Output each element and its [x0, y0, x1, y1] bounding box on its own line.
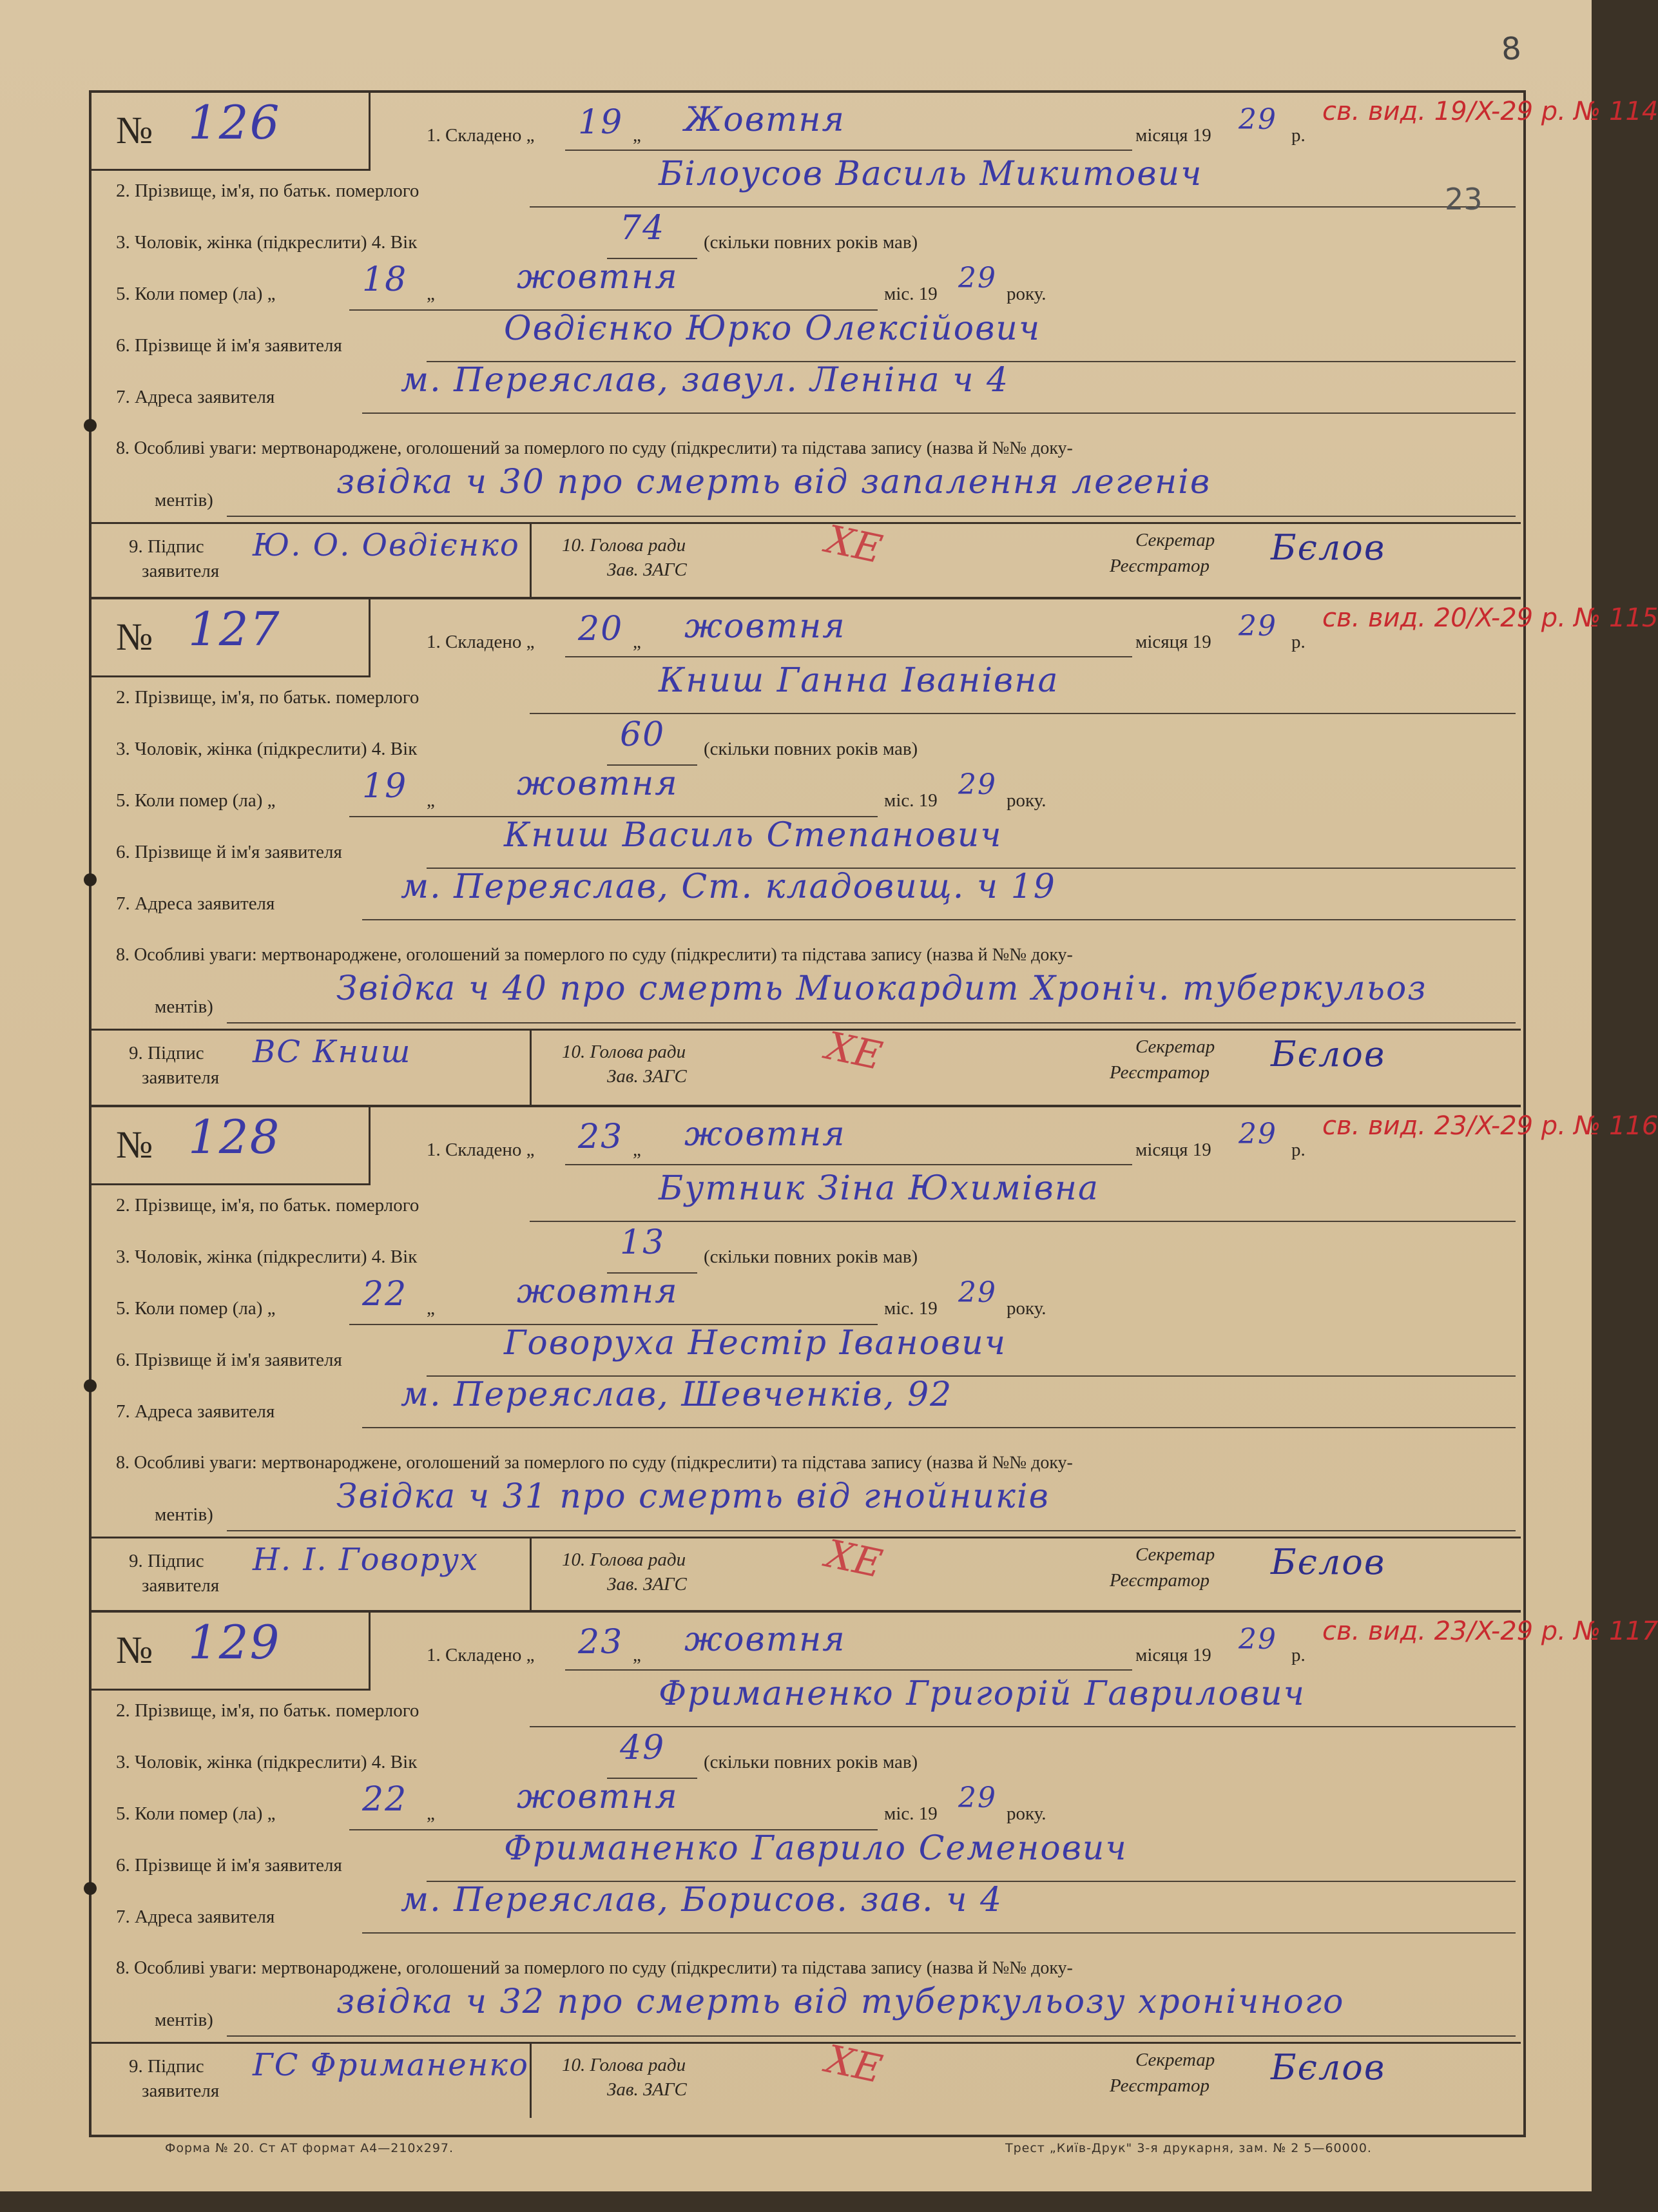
age-hint: (скільки повних років мав) [704, 1247, 918, 1267]
registrar-signature: Бєлов [1271, 527, 1386, 568]
zags-label: Зав. ЗАГС [607, 1066, 687, 1087]
age-hint: (скільки повних років мав) [704, 739, 918, 759]
compiled-label: 1. Складено „ [427, 1645, 535, 1665]
age-hint: (скільки повних років мав) [704, 232, 918, 253]
sex-age-label: 3. Чоловік, жінка (підкреслити) 4. Вік [116, 739, 418, 759]
address-label: 7. Адреса заявителя [116, 893, 275, 914]
compiled-day: 23 [578, 1623, 624, 1662]
applicant-signature: Н. І. Говорух [253, 1542, 479, 1578]
death-record: № 128 1. Складено „ 23 „ жовтня місяця 19 29 р. св. вид. 23/X-29 р. № 116 2. Прізвище, ім'я, по батьк. померлого Бутник Зіна Юхимівна 3. Чоловік, жінка (підкреслити) 4. Вік 13 (скільки повних років мав) 5. Коли помер (ла) „ 22 „ жовтня міс. 19 29 року. 6. Прізвище й ім'я заявителя Говоруха Нестір Іванович 7. Адреса заявителя м. Переяслав, Шевченків, 92 8. Особливі уваги: мертвонароджене, оголошений за померлого по суду (підкреслити) та підстава запису (назва й №№ доку- ментів) Звідка ч 31 про смерть від гнойників 9. Підпис заявителя Н. І. Говорух 10. Голова ради Зав. ЗАГС ХЕ Секретар Реєстратор Бєлов [92, 1106, 1521, 1613]
registrar-signature: Бєлов [1271, 2047, 1386, 2088]
registrar-signature: Бєлов [1271, 1542, 1386, 1582]
record-number-box [92, 92, 371, 171]
registrar-label: Реєстратор [1110, 1570, 1210, 1591]
death-day: 22 [362, 1275, 408, 1314]
number-sign: № [116, 1123, 153, 1166]
death-day: 18 [362, 260, 408, 299]
age-value: 13 [620, 1223, 666, 1262]
certificate-note: св. вид. 23/X-29 р. № 116 [1322, 1111, 1658, 1141]
record-separator [92, 597, 1521, 599]
red-check-mark: ХЕ [822, 1023, 886, 1080]
form-footer-left: Форма № 20. Ст АТ формат А4—210х297. [165, 2141, 454, 2155]
registrar-label: Реєстратор [1110, 2075, 1210, 2096]
compiled-month: жовтня [684, 1620, 846, 1659]
signature-label: 9. Підпис [129, 1043, 204, 1063]
death-day: 19 [362, 767, 408, 806]
age-value: 74 [620, 209, 666, 247]
applicant-address: м. Переяслав, Борисов. зав. ч 4 [401, 1881, 1003, 1919]
notes-label: 8. Особливі уваги: мертвонароджене, оголошений за померлого по суду (підкреслити) та підстава запису (назва й №№ доку- [116, 945, 1073, 965]
zags-label: Зав. ЗАГС [607, 1574, 687, 1595]
number-sign: № [116, 1629, 153, 1671]
compiled-label: 1. Складено „ [427, 632, 535, 652]
notes-value: звідка ч 30 про смерть від запалення легенів [336, 463, 1211, 501]
certificate-note: св. вид. 20/X-29 р. № 115 [1322, 603, 1658, 633]
red-check-mark: ХЕ [822, 1531, 886, 1587]
secretary-label: Секретар [1135, 1036, 1215, 1057]
form-footer-right: Трест „Київ-Друк" 3-я друкарня, зам. № 2 5—60000. [1005, 2141, 1372, 2155]
applicant-address: м. Переяслав, завул. Леніна ч 4 [401, 361, 1010, 400]
death-year: 29 [958, 262, 997, 295]
death-month: жовтня [517, 1778, 679, 1816]
died-label: 5. Коли помер (ла) „ [116, 1803, 276, 1824]
record-number: 129 [188, 1615, 281, 1669]
month-label: місяця 19 [1135, 1645, 1211, 1665]
name-label: 2. Прізвище, ім'я, по батьк. померлого [116, 1195, 419, 1216]
notes-value: Звідка ч 40 про смерть Миокардит Хроніч. туберкульоз [336, 969, 1427, 1008]
record-number: 127 [188, 602, 281, 656]
page-number: 8 [1500, 30, 1523, 68]
compiled-label: 1. Складено „ [427, 125, 535, 146]
month-label: місяця 19 [1135, 632, 1211, 652]
death-record: № 126 1. Складено „ 19 „ Жовтня місяця 19 29 р. св. вид. 19/X-29 р. № 114 2. Прізвище, ім'я, по батьк. померлого Білоусов Василь Микитович 23 3. Чоловік, жінка (підкреслити) 4. Вік 74 (скільки повних років мав) 5. Коли помер (ла) „ 18 „ жовтня міс. 19 29 року. 6. Прізвище й ім'я заявителя Овдієнко Юрко Олексійович 7. Адреса заявителя м. Переяслав, завул. Леніна ч 4 8. Особливі уваги: мертвонароджене, оголошений за померлого по суду (підкреслити) та підстава запису (назва й №№ доку- ментів) звідка ч 30 про смерть від запалення легенів 9. Підпис заявителя Ю. О. Овдієнко 10. Голова ради Зав. ЗАГС ХЕ Секретар Реєстратор Бєлов [92, 92, 1521, 598]
applicant-name: Овдієнко Юрко Олексійович [504, 309, 1041, 348]
record-number-box [92, 1611, 371, 1691]
name-label: 2. Прізвище, ім'я, по батьк. померлого [116, 180, 419, 201]
chairman-label: 10. Голова ради [562, 1042, 686, 1062]
deceased-name: Книш Ганна Іванівна [659, 661, 1059, 700]
age-hint: (скільки повних років мав) [704, 1752, 918, 1772]
applicant-signature: ГС Фриманенко [253, 2047, 529, 2083]
sex-age-label: 3. Чоловік, жінка (підкреслити) 4. Вік [116, 1247, 418, 1267]
deceased-name: Бутник Зіна Юхимівна [659, 1169, 1099, 1208]
compiled-day: 23 [578, 1118, 624, 1156]
month-label: місяця 19 [1135, 1140, 1211, 1160]
age-value: 49 [620, 1729, 666, 1767]
address-label: 7. Адреса заявителя [116, 387, 275, 407]
chairman-label: 10. Голова ради [562, 2055, 686, 2075]
compiled-line [565, 1669, 1132, 1671]
record-separator [92, 1105, 1521, 1107]
signature-label: 9. Підпис [129, 2056, 204, 2077]
notes-label: 8. Особливі уваги: мертвонароджене, оголошений за померлого по суду (підкреслити) та підстава запису (назва й №№ доку- [116, 1453, 1073, 1473]
signature-label: 9. Підпис [129, 536, 204, 557]
compiled-year: 29 [1239, 1118, 1277, 1150]
compiled-day: 19 [578, 103, 624, 142]
death-day: 22 [362, 1780, 408, 1819]
month-label: місяця 19 [1135, 125, 1211, 146]
zags-label: Зав. ЗАГС [607, 2079, 687, 2100]
pencil-mark: 23 [1445, 182, 1483, 217]
applicant-address: м. Переяслав, Шевченків, 92 [401, 1375, 953, 1414]
death-month: жовтня [517, 764, 679, 803]
record-number: 126 [188, 95, 281, 150]
certificate-note: св. вид. 23/X-29 р. № 117 [1322, 1616, 1658, 1646]
secretary-label: Секретар [1135, 530, 1215, 550]
name-label: 2. Прізвище, ім'я, по батьк. померлого [116, 1700, 419, 1721]
compiled-year: 29 [1239, 1623, 1277, 1656]
compiled-line [565, 150, 1132, 151]
applicant-label: 6. Прізвище й ім'я заявителя [116, 335, 342, 356]
compiled-label: 1. Складено „ [427, 1140, 535, 1160]
address-label: 7. Адреса заявителя [116, 1906, 275, 1927]
applicant-address: м. Переяслав, Ст. кладовищ. ч 19 [401, 868, 1056, 906]
record-number-box [92, 598, 371, 677]
sex-age-label: 3. Чоловік, жінка (підкреслити) 4. Вік [116, 232, 418, 253]
red-check-mark: ХЕ [822, 2036, 886, 2093]
age-value: 60 [620, 715, 666, 754]
registrar-signature: Бєлов [1271, 1034, 1386, 1074]
number-sign: № [116, 616, 153, 658]
compiled-year: 29 [1239, 103, 1277, 136]
compiled-year: 29 [1239, 610, 1277, 643]
chairman-label: 10. Голова ради [562, 535, 686, 556]
notes-label: 8. Особливі уваги: мертвонароджене, оголошений за померлого по суду (підкреслити) та підстава запису (назва й №№ доку- [116, 438, 1073, 458]
died-label: 5. Коли помер (ла) „ [116, 790, 276, 811]
applicant-name: Фриманенко Гаврило Семенович [504, 1829, 1128, 1868]
address-label: 7. Адреса заявителя [116, 1401, 275, 1422]
zags-label: Зав. ЗАГС [607, 559, 687, 580]
death-month: жовтня [517, 1272, 679, 1311]
applicant-name: Говоруха Нестір Іванович [504, 1324, 1007, 1363]
secretary-label: Секретар [1135, 2050, 1215, 2070]
notes-value: Звідка ч 31 про смерть від гнойників [336, 1477, 1050, 1516]
chairman-label: 10. Голова ради [562, 1549, 686, 1570]
sex-age-label: 3. Чоловік, жінка (підкреслити) 4. Вік [116, 1752, 418, 1772]
applicant-name: Книш Василь Степанович [504, 816, 1003, 855]
record-number-box [92, 1106, 371, 1185]
certificate-note: св. вид. 19/X-29 р. № 114 [1322, 97, 1658, 126]
signature-label: 9. Підпис [129, 1551, 204, 1571]
compiled-month: жовтня [684, 607, 846, 646]
compiled-month: жовтня [684, 1115, 846, 1154]
registrar-label: Реєстратор [1110, 1062, 1210, 1083]
compiled-line [565, 1164, 1132, 1165]
notes-value: звідка ч 32 про смерть від туберкульозу хронічного [336, 1983, 1345, 2021]
death-record: № 129 1. Складено „ 23 „ жовтня місяця 19 29 р. св. вид. 23/X-29 р. № 117 2. Прізвище, ім'я, по батьк. померлого Фриманенко Григорій Гаврилович 3. Чоловік, жінка (підкреслити) 4. Вік 49 (скільки повних років мав) 5. Коли помер (ла) „ 22 „ жовтня міс. 19 29 року. 6. Прізвище й ім'я заявителя Фриманенко Гаврило Семенович 7. Адреса заявителя м. Переяслав, Борисов. зав. ч 4 8. Особливі уваги: мертвонароджене, оголошений за померлого по суду (підкреслити) та підстава запису (назва й №№ доку- ментів) звідка ч 32 про смерть від туберкульозу хронічного 9. Підпис заявителя ГС Фриманенко 10. Голова ради Зав. ЗАГС ХЕ Секретар Реєстратор Бєлов [92, 1611, 1521, 2127]
applicant-label: 6. Прізвище й ім'я заявителя [116, 842, 342, 862]
applicant-label: 6. Прізвище й ім'я заявителя [116, 1855, 342, 1876]
died-label: 5. Коли помер (ла) „ [116, 1298, 276, 1319]
name-label: 2. Прізвище, ім'я, по батьк. померлого [116, 687, 419, 708]
death-year: 29 [958, 1276, 997, 1309]
secretary-label: Секретар [1135, 1544, 1215, 1565]
death-month: жовтня [517, 258, 679, 296]
died-label: 5. Коли помер (ла) „ [116, 284, 276, 304]
applicant-signature: ВС Книш [253, 1034, 412, 1070]
record-number: 128 [188, 1110, 281, 1164]
red-check-mark: ХЕ [822, 516, 886, 573]
death-year: 29 [958, 768, 997, 801]
death-year: 29 [958, 1781, 997, 1814]
compiled-day: 20 [578, 610, 624, 648]
notes-label: 8. Особливі уваги: мертвонароджене, оголошений за померлого по суду (підкреслити) та підстава запису (назва й №№ доку- [116, 1958, 1073, 1978]
compiled-month: Жовтня [684, 101, 845, 139]
applicant-label: 6. Прізвище й ім'я заявителя [116, 1350, 342, 1370]
deceased-name: Білоусов Василь Микитович [659, 155, 1203, 193]
death-record: № 127 1. Складено „ 20 „ жовтня місяця 19 29 р. св. вид. 20/X-29 р. № 115 2. Прізвище, ім'я, по батьк. померлого Книш Ганна Іванівна 3. Чоловік, жінка (підкреслити) 4. Вік 60 (скільки повних років мав) 5. Коли помер (ла) „ 19 „ жовтня міс. 19 29 року. 6. Прізвище й ім'я заявителя Книш Василь Степанович 7. Адреса заявителя м. Переяслав, Ст. кладовищ. ч 19 8. Особливі уваги: мертвонароджене, оголошений за померлого по суду (підкреслити) та підстава запису (назва й №№ доку- ментів) Звідка ч 40 про смерть Миокардит Хроніч. туберкульоз 9. Підпис заявителя ВС Книш 10. Голова ради Зав. ЗАГС ХЕ Секретар Реєстратор Бєлов [92, 598, 1521, 1105]
compiled-line [565, 656, 1132, 657]
deceased-name: Фриманенко Григорій Гаврилович [659, 1674, 1306, 1713]
applicant-signature: Ю. О. Овдієнко [253, 527, 520, 563]
number-sign: № [116, 109, 153, 151]
registrar-label: Реєстратор [1110, 556, 1210, 576]
record-separator [92, 1610, 1521, 1613]
